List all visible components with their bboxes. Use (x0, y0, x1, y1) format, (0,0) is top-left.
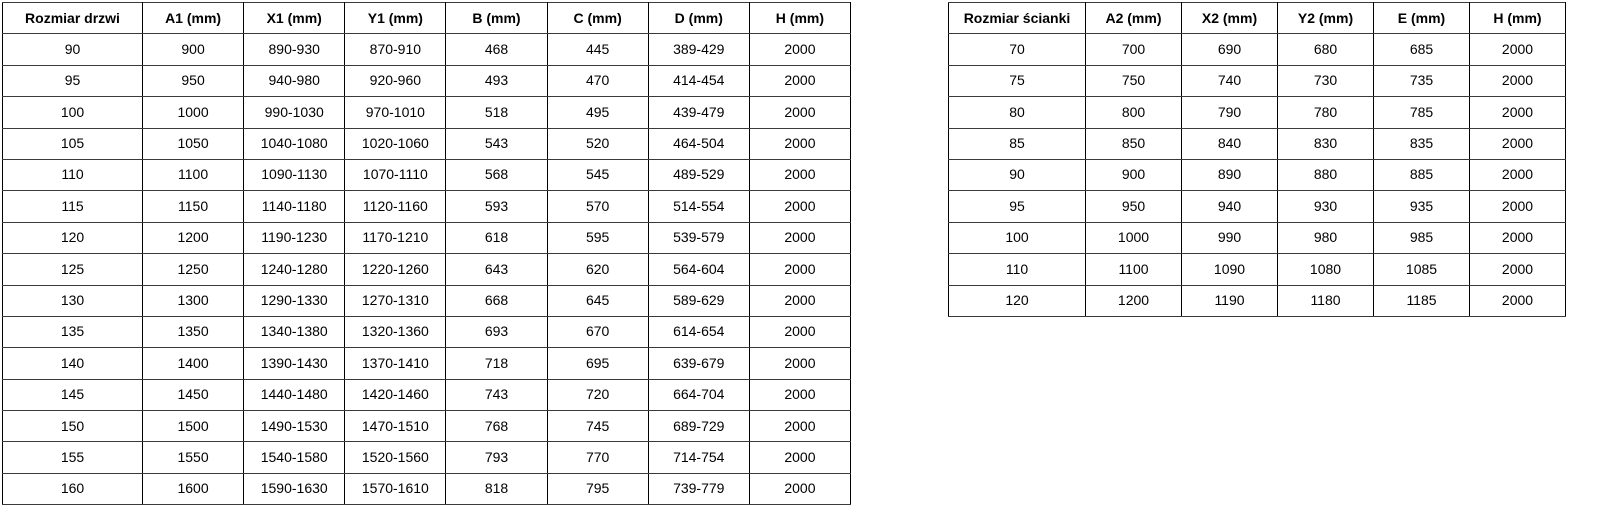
table-cell: 568 (446, 159, 547, 190)
table-cell: 445 (547, 34, 648, 65)
table-row (3, 65, 851, 96)
table-cell: 835 (1374, 128, 1470, 159)
table-cell: 2000 (749, 473, 850, 504)
table-cell: 689-729 (648, 411, 749, 442)
table-cell: 790 (1182, 97, 1278, 128)
table-cell: 940-980 (244, 65, 345, 96)
table-cell: 90 (949, 159, 1086, 190)
table-cell: 1290-1330 (244, 285, 345, 316)
table-cell: 1520-1560 (345, 442, 446, 473)
table-row (949, 191, 1566, 222)
table-cell: 1470-1510 (345, 411, 446, 442)
table-row (3, 159, 851, 190)
table-cell: 2000 (1470, 34, 1566, 65)
table-cell: 885 (1374, 159, 1470, 190)
column-header: Rozmiar ścianki (949, 3, 1086, 34)
table-row (3, 254, 851, 285)
table-cell: 1100 (143, 159, 244, 190)
table-row (3, 191, 851, 222)
table-cell: 1120-1160 (345, 191, 446, 222)
table-cell: 2000 (749, 316, 850, 347)
table-cell: 720 (547, 379, 648, 410)
table-cell: 155 (3, 442, 143, 473)
table-cell: 643 (446, 254, 547, 285)
table-cell: 1150 (143, 191, 244, 222)
table-cell: 95 (949, 191, 1086, 222)
table-cell: 1350 (143, 316, 244, 347)
table-cell: 160 (3, 473, 143, 504)
table-cell: 1340-1380 (244, 316, 345, 347)
table-cell: 830 (1278, 128, 1374, 159)
table-cell: 1050 (143, 128, 244, 159)
table-cell: 990 (1182, 222, 1278, 253)
table-cell: 2000 (749, 254, 850, 285)
table-cell: 1240-1280 (244, 254, 345, 285)
table-cell: 935 (1374, 191, 1470, 222)
table-cell: 840 (1182, 128, 1278, 159)
table-cell: 120 (3, 222, 143, 253)
column-header: X2 (mm) (1182, 3, 1278, 34)
table-cell: 695 (547, 348, 648, 379)
table-cell: 1090 (1182, 254, 1278, 285)
table-cell: 439-479 (648, 97, 749, 128)
table-cell: 85 (949, 128, 1086, 159)
table-cell: 468 (446, 34, 547, 65)
column-header: A2 (mm) (1086, 3, 1182, 34)
table-cell: 1550 (143, 442, 244, 473)
table-cell: 1090-1130 (244, 159, 345, 190)
table-cell: 90 (3, 34, 143, 65)
table-cell: 1170-1210 (345, 222, 446, 253)
table-cell: 1400 (143, 348, 244, 379)
table-cell: 1450 (143, 379, 244, 410)
table-row (3, 285, 851, 316)
table-cell: 2000 (1470, 222, 1566, 253)
table-cell: 785 (1374, 97, 1470, 128)
table-cell: 100 (3, 97, 143, 128)
table-cell: 900 (143, 34, 244, 65)
table-cell: 1250 (143, 254, 244, 285)
table-row (3, 442, 851, 473)
table-cell: 1000 (1086, 222, 1182, 253)
table-cell: 80 (949, 97, 1086, 128)
column-header: A1 (mm) (143, 3, 244, 34)
table-cell: 793 (446, 442, 547, 473)
table-cell: 1185 (1374, 285, 1470, 316)
table-cell: 2000 (749, 159, 850, 190)
table-cell: 718 (446, 348, 547, 379)
table-cell: 680 (1278, 34, 1374, 65)
table-cell: 2000 (749, 442, 850, 473)
table-cell: 1490-1530 (244, 411, 345, 442)
table-cell: 100 (949, 222, 1086, 253)
table-cell: 570 (547, 191, 648, 222)
table-cell: 730 (1278, 65, 1374, 96)
table-row (3, 379, 851, 410)
table-cell: 493 (446, 65, 547, 96)
table-cell: 740 (1182, 65, 1278, 96)
table-cell: 745 (547, 411, 648, 442)
table-cell: 1080 (1278, 254, 1374, 285)
table-cell: 2000 (1470, 97, 1566, 128)
table-cell: 518 (446, 97, 547, 128)
table-row (949, 254, 1566, 285)
table-cell: 470 (547, 65, 648, 96)
table-cell: 70 (949, 34, 1086, 65)
table-cell: 618 (446, 222, 547, 253)
table-cell: 1200 (1086, 285, 1182, 316)
table-cell: 920-960 (345, 65, 446, 96)
table-cell: 1140-1180 (244, 191, 345, 222)
wall-size-table (948, 2, 1566, 317)
column-header: X1 (mm) (244, 3, 345, 34)
table-cell: 690 (1182, 34, 1278, 65)
column-header: Rozmiar drzwi (3, 3, 143, 34)
table-row (3, 411, 851, 442)
table-row (949, 285, 1566, 316)
table-row (3, 348, 851, 379)
table-row (949, 128, 1566, 159)
table-cell: 1220-1260 (345, 254, 446, 285)
table-cell: 880 (1278, 159, 1374, 190)
table-cell: 1370-1410 (345, 348, 446, 379)
table-cell: 75 (949, 65, 1086, 96)
table-cell: 595 (547, 222, 648, 253)
table-cell: 539-579 (648, 222, 749, 253)
table-cell: 743 (446, 379, 547, 410)
table-cell: 970-1010 (345, 97, 446, 128)
table-cell: 2000 (1470, 128, 1566, 159)
table-cell: 543 (446, 128, 547, 159)
table-cell: 110 (949, 254, 1086, 285)
table-cell: 693 (446, 316, 547, 347)
table-row (3, 128, 851, 159)
table-cell: 900 (1086, 159, 1182, 190)
table-cell: 1200 (143, 222, 244, 253)
table-cell: 125 (3, 254, 143, 285)
table-cell: 985 (1374, 222, 1470, 253)
table-cell: 795 (547, 473, 648, 504)
table-cell: 1040-1080 (244, 128, 345, 159)
table-cell: 2000 (749, 34, 850, 65)
table-cell: 2000 (1470, 65, 1566, 96)
column-header: E (mm) (1374, 3, 1470, 34)
table-cell: 1190-1230 (244, 222, 345, 253)
table-cell: 1100 (1086, 254, 1182, 285)
table-cell: 770 (547, 442, 648, 473)
table-cell: 1270-1310 (345, 285, 446, 316)
table-cell: 620 (547, 254, 648, 285)
table-cell: 1390-1430 (244, 348, 345, 379)
table-cell: 464-504 (648, 128, 749, 159)
table-cell: 1070-1110 (345, 159, 446, 190)
table-cell: 700 (1086, 34, 1182, 65)
header-row (3, 3, 851, 34)
table-cell: 990-1030 (244, 97, 345, 128)
table-cell: 940 (1182, 191, 1278, 222)
column-header: H (mm) (1470, 3, 1566, 34)
table-cell: 1600 (143, 473, 244, 504)
table-row (949, 65, 1566, 96)
table-cell: 750 (1086, 65, 1182, 96)
table-cell: 714-754 (648, 442, 749, 473)
column-header: D (mm) (648, 3, 749, 34)
table-cell: 2000 (1470, 285, 1566, 316)
table-cell: 489-529 (648, 159, 749, 190)
table-cell: 1570-1610 (345, 473, 446, 504)
table-cell: 668 (446, 285, 547, 316)
table-cell: 1190 (1182, 285, 1278, 316)
table-row (3, 97, 851, 128)
table-cell: 1440-1480 (244, 379, 345, 410)
table-cell: 2000 (1470, 254, 1566, 285)
table-cell: 1500 (143, 411, 244, 442)
table-row (949, 97, 1566, 128)
table-cell: 950 (1086, 191, 1182, 222)
table-cell: 950 (143, 65, 244, 96)
table-cell: 2000 (1470, 191, 1566, 222)
table-cell: 130 (3, 285, 143, 316)
table-cell: 495 (547, 97, 648, 128)
table-cell: 870-910 (345, 34, 446, 65)
table-cell: 2000 (749, 65, 850, 96)
table-cell: 514-554 (648, 191, 749, 222)
table-cell: 850 (1086, 128, 1182, 159)
table-cell: 140 (3, 348, 143, 379)
table-cell: 980 (1278, 222, 1374, 253)
table-row (3, 316, 851, 347)
table-cell: 110 (3, 159, 143, 190)
table-cell: 2000 (749, 285, 850, 316)
table-row (3, 473, 851, 504)
table-cell: 593 (446, 191, 547, 222)
table-row (949, 34, 1566, 65)
table-cell: 145 (3, 379, 143, 410)
table-cell: 1320-1360 (345, 316, 446, 347)
table-cell: 685 (1374, 34, 1470, 65)
table-row (949, 159, 1566, 190)
table-cell: 414-454 (648, 65, 749, 96)
table-cell: 1180 (1278, 285, 1374, 316)
table-cell: 2000 (749, 191, 850, 222)
table-cell: 890-930 (244, 34, 345, 65)
table-cell: 2000 (749, 97, 850, 128)
table-cell: 670 (547, 316, 648, 347)
table-cell: 120 (949, 285, 1086, 316)
table-cell: 2000 (749, 128, 850, 159)
table-row (3, 34, 851, 65)
column-header: Y1 (mm) (345, 3, 446, 34)
table-cell: 735 (1374, 65, 1470, 96)
table-cell: 930 (1278, 191, 1374, 222)
table-cell: 2000 (749, 411, 850, 442)
table-cell: 645 (547, 285, 648, 316)
table-cell: 818 (446, 473, 547, 504)
table-cell: 589-629 (648, 285, 749, 316)
table-cell: 2000 (749, 348, 850, 379)
table-cell: 95 (3, 65, 143, 96)
table-cell: 1000 (143, 97, 244, 128)
table-cell: 768 (446, 411, 547, 442)
table-cell: 564-604 (648, 254, 749, 285)
table-cell: 800 (1086, 97, 1182, 128)
table-cell: 639-679 (648, 348, 749, 379)
column-header: B (mm) (446, 3, 547, 34)
table-cell: 780 (1278, 97, 1374, 128)
table-cell: 1085 (1374, 254, 1470, 285)
table-row (949, 222, 1566, 253)
table-cell: 1420-1460 (345, 379, 446, 410)
table-cell: 105 (3, 128, 143, 159)
table-cell: 2000 (1470, 159, 1566, 190)
table-cell: 115 (3, 191, 143, 222)
table-cell: 1300 (143, 285, 244, 316)
column-header: H (mm) (749, 3, 850, 34)
table-cell: 389-429 (648, 34, 749, 65)
table-cell: 520 (547, 128, 648, 159)
table-cell: 2000 (749, 222, 850, 253)
table-cell: 614-654 (648, 316, 749, 347)
table-cell: 1020-1060 (345, 128, 446, 159)
table-cell: 890 (1182, 159, 1278, 190)
table-cell: 664-704 (648, 379, 749, 410)
column-header: C (mm) (547, 3, 648, 34)
column-header: Y2 (mm) (1278, 3, 1374, 34)
table-row (3, 222, 851, 253)
door-size-table (2, 2, 851, 505)
table-cell: 135 (3, 316, 143, 347)
table-cell: 1540-1580 (244, 442, 345, 473)
table-cell: 150 (3, 411, 143, 442)
table-cell: 739-779 (648, 473, 749, 504)
table-cell: 545 (547, 159, 648, 190)
header-row (949, 3, 1566, 34)
table-cell: 1590-1630 (244, 473, 345, 504)
table-cell: 2000 (749, 379, 850, 410)
